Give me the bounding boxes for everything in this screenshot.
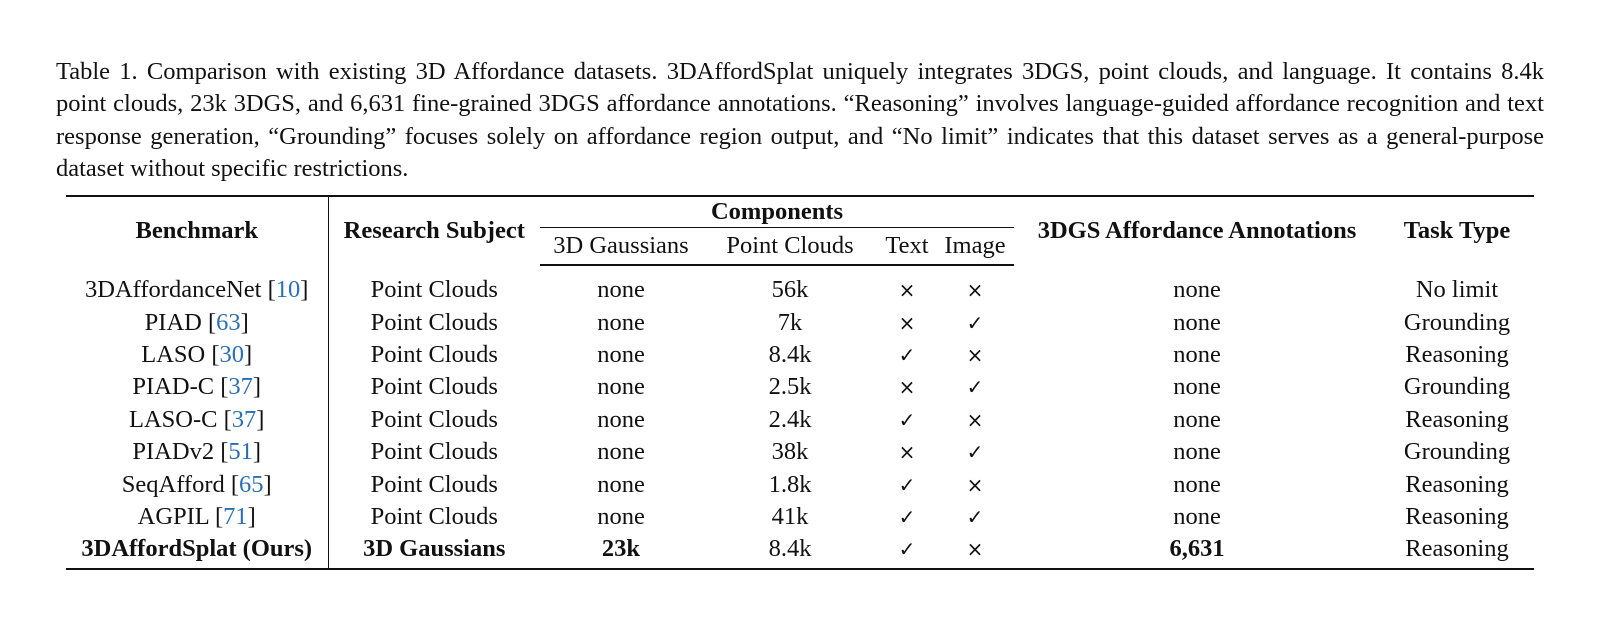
annotations-cell: 6,631 — [1014, 533, 1380, 568]
image-cell: × — [966, 278, 984, 303]
text-cell: × — [898, 310, 916, 335]
header-task-type: Task Type — [1380, 196, 1534, 265]
citation-link[interactable]: 37 — [228, 373, 253, 401]
subject-cell: Point Clouds — [370, 405, 498, 433]
image-cell: × — [936, 533, 1014, 568]
annotations-cell: none — [1173, 373, 1221, 401]
gaussians-cell: none — [597, 276, 645, 304]
gaussians-cell: none — [597, 438, 645, 466]
citation-link[interactable]: 65 — [239, 470, 264, 498]
text-cell: ✓ — [898, 342, 916, 367]
subject-cell: Point Clouds — [370, 340, 498, 368]
benchmark-name: AGPIL — [137, 502, 209, 530]
gaussians-cell: none — [597, 502, 645, 530]
citation-link[interactable]: 63 — [216, 308, 241, 336]
benchmark-name: LASO-C — [129, 405, 218, 433]
header-annotations: 3DGS Affordance Annotations — [1014, 196, 1380, 265]
benchmark-name: PIAD-C — [132, 373, 215, 401]
comparison-table — [66, 195, 1534, 570]
table-row — [66, 404, 1534, 436]
header-point-clouds: Point Clouds — [702, 228, 878, 266]
benchmark-cell: PIADv2 [51] — [66, 436, 328, 468]
gaussians-cell: 23k — [540, 533, 702, 568]
header-components: Components — [540, 196, 1014, 228]
text-cell: ✓ — [898, 407, 916, 432]
gaussians-cell: none — [597, 405, 645, 433]
subject-cell: Point Clouds — [370, 308, 498, 336]
task-cell: No limit — [1415, 275, 1499, 303]
image-cell: × — [966, 342, 984, 367]
text-cell: ✓ — [898, 504, 916, 529]
text-cell: ✓ — [878, 533, 936, 568]
task-cell: Grounding — [1403, 308, 1511, 336]
annotations-cell: none — [1173, 275, 1221, 303]
benchmark-name: 3DAffordanceNet — [85, 275, 262, 303]
header-image: Image — [936, 228, 1014, 266]
image-cell: ✓ — [966, 310, 984, 335]
benchmark-name: PIAD — [144, 308, 202, 336]
gaussians-cell: none — [597, 470, 645, 498]
annotations-cell: none — [1173, 405, 1221, 433]
benchmark-name: PIADv2 — [132, 438, 215, 466]
citation-link[interactable]: 51 — [228, 438, 253, 466]
table-row — [66, 436, 1534, 468]
annotations-cell: none — [1173, 308, 1221, 336]
annotations-cell: none — [1173, 340, 1221, 368]
points-cell: 2.5k — [768, 373, 812, 401]
points-cell: 8.4k — [702, 533, 878, 568]
task-cell: Grounding — [1403, 373, 1511, 401]
annotations-cell: none — [1173, 470, 1221, 498]
benchmark-cell: LASO [30] — [66, 339, 328, 371]
table-row — [66, 306, 1534, 338]
benchmark-cell: 3DAffordanceNet [10] — [66, 265, 328, 306]
points-cell: 2.4k — [768, 405, 812, 433]
task-cell: Reasoning — [1405, 502, 1509, 530]
benchmark-cell: 3DAffordSplat (Ours) — [66, 533, 328, 568]
benchmark-name: LASO — [141, 340, 206, 368]
table-row — [66, 339, 1534, 371]
task-cell: Reasoning — [1405, 470, 1509, 498]
gaussians-cell: none — [597, 373, 645, 401]
points-cell: 41k — [771, 502, 809, 530]
benchmark-name: SeqAfford — [121, 470, 225, 498]
header-3d-gaussians: 3D Gaussians — [540, 228, 702, 266]
table-row — [66, 468, 1534, 500]
subject-cell: Point Clouds — [370, 438, 498, 466]
benchmark-cell: LASO-C [37] — [66, 404, 328, 436]
subject-cell: Point Clouds — [370, 470, 498, 498]
subject-cell: 3D Gaussians — [328, 533, 540, 568]
image-cell: ✓ — [966, 375, 984, 400]
image-cell: ✓ — [966, 504, 984, 529]
citation-link[interactable]: 10 — [275, 275, 301, 303]
annotations-cell: none — [1173, 438, 1221, 466]
points-cell: 8.4k — [768, 340, 812, 368]
benchmark-cell: AGPIL [71] — [66, 501, 328, 533]
annotations-cell: none — [1173, 502, 1221, 530]
table-row — [66, 501, 1534, 533]
gaussians-cell: none — [597, 308, 645, 336]
subject-cell: Point Clouds — [370, 373, 498, 401]
table-row-ours — [66, 533, 1534, 568]
citation-link[interactable]: 71 — [223, 502, 248, 530]
table-row — [66, 265, 1534, 306]
image-cell: ✓ — [966, 440, 984, 465]
text-cell: × — [898, 278, 916, 303]
citation-link[interactable]: 37 — [231, 405, 257, 433]
benchmark-cell: PIAD-C [37] — [66, 371, 328, 403]
header-text: Text — [878, 228, 936, 266]
points-cell: 38k — [771, 438, 809, 466]
text-cell: ✓ — [898, 472, 916, 497]
subject-cell: Point Clouds — [370, 275, 498, 303]
task-cell: Reasoning — [1405, 340, 1509, 368]
text-cell: × — [898, 440, 916, 465]
table-caption: Table 1. Comparison with existing 3D Affordance datasets. 3DAffordSplat uniquely integrates 3DGS, point clouds, and language. It contains 8.4k point clouds, 23k 3DGS, and 6,631 fine-grained 3DGS affordance annotations. “Reasoning” involves language-guided affordance recognition and text response generation, “Grounding” focuses solely on affordance region output, and “No limit” indicates that this dataset serves as a general-purpose dataset without specific restrictions. — [56, 57, 1544, 182]
header-research-subject: Research Subject — [328, 196, 540, 265]
table-row — [66, 371, 1534, 403]
image-cell: × — [966, 407, 984, 432]
gaussians-cell: none — [597, 340, 645, 368]
image-cell: × — [966, 472, 984, 497]
header-benchmark: Benchmark — [66, 196, 328, 265]
points-cell: 7k — [777, 308, 803, 336]
text-cell: × — [898, 375, 916, 400]
points-cell: 56k — [771, 276, 809, 304]
benchmark-cell: PIAD [63] — [66, 306, 328, 338]
citation-link[interactable]: 30 — [219, 340, 245, 368]
subject-cell: Point Clouds — [370, 502, 498, 530]
task-cell: Reasoning — [1380, 533, 1534, 568]
benchmark-cell: SeqAfford [65] — [66, 468, 328, 500]
points-cell: 1.8k — [768, 470, 812, 498]
task-cell: Reasoning — [1405, 405, 1509, 433]
task-cell: Grounding — [1403, 438, 1511, 466]
